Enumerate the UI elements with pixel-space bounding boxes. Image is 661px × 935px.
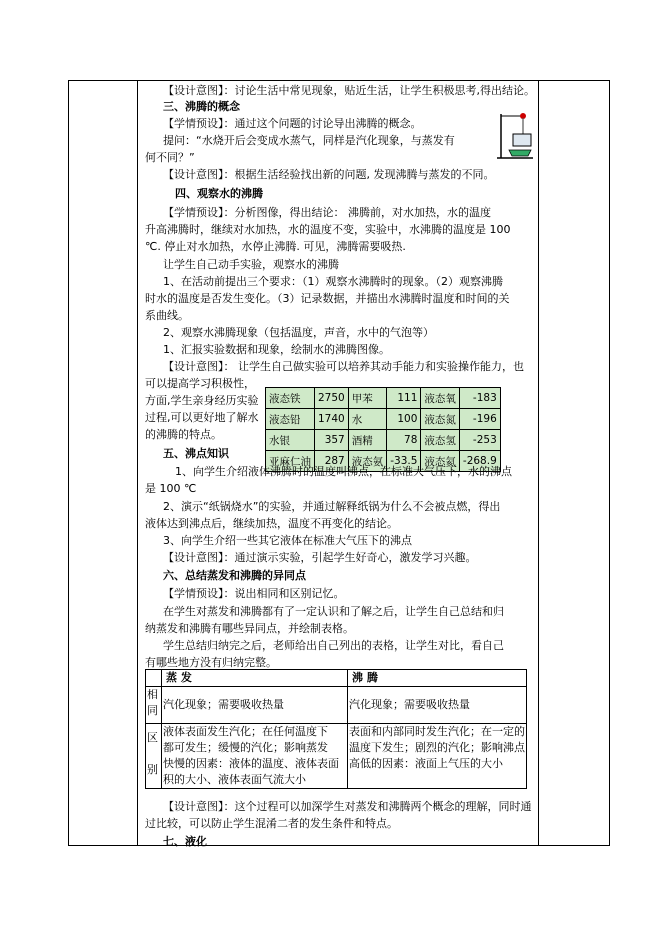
table-row xyxy=(146,687,527,724)
table-cell: 酒精 xyxy=(348,430,387,451)
requirements-line-3: 系曲线。 xyxy=(145,309,189,322)
table-cell: 液态铁 xyxy=(266,388,315,409)
table-cell: 2750 xyxy=(315,388,349,409)
design-intent-5-line-1: 【设计意图】：这个过程可以加深学生对蒸发和沸腾两个概念的理解，同时通 xyxy=(163,800,532,813)
column-divider-right xyxy=(538,80,539,846)
table-row xyxy=(266,388,501,409)
header-evaporation: 蒸 发 xyxy=(162,670,348,687)
table-cell: 液态铅 xyxy=(266,409,315,430)
table-cell: 液态氦 xyxy=(421,451,460,472)
boiling-point-table xyxy=(265,387,501,472)
column-divider-left xyxy=(137,80,138,846)
table-cell: 液态氨 xyxy=(348,451,387,472)
boiling-point-intro-line-1: 1、向学生介绍液体沸腾时的温度叫沸点，在标准大气压下，水的沸点 xyxy=(175,465,512,478)
design-intent-5-line-2: 过比较，可以防止学生混淆二者的发生条件和特点。 xyxy=(145,817,398,830)
learning-preset-2-line-2: 升高沸腾时，继续对水加热，水的温度不变，实验中，水沸腾的温度是 100 xyxy=(145,223,511,236)
requirements-line-2: 时水的温度是否发生变化。（3）记录数据，并描出水沸腾时温度和时间的关 xyxy=(145,292,510,305)
row-label-diff xyxy=(146,724,162,789)
row-label-same xyxy=(146,687,162,724)
question-line-2: 何不同？” xyxy=(145,151,195,164)
design-intent-4: 【设计意图】：通过演示实验，引起学生好奇心，激发学习兴趣。 xyxy=(163,551,477,564)
experiment-intro: 让学生自己动手实验，观察水的沸腾 xyxy=(163,258,339,271)
table-cell: 287 xyxy=(315,451,349,472)
table-cell: -33.5 xyxy=(387,451,421,472)
section-3-heading: 三、沸腾的概念 xyxy=(163,100,240,113)
label-char: 别 xyxy=(147,763,158,776)
section-5-heading: 五、沸点知识 xyxy=(163,447,229,460)
header-boiling: 沸 腾 xyxy=(348,670,527,687)
diff-boil-line: 表面和内部同时发生汽化；在一定的 xyxy=(349,725,525,738)
paper-pot-demo-line-1: 2、演示“纸锅烧水”的实验，并通过解释纸锅为什么不会被点燃，得出 xyxy=(163,500,501,513)
diff-evap-line: 积的大小、液体表面气流大小 xyxy=(163,773,306,786)
same-boiling: 汽化现象；需要吸收热量 xyxy=(348,687,527,724)
table-row xyxy=(146,724,527,789)
design-intent-3-line-5: 的沸腾的特点。 xyxy=(145,428,222,441)
report-step: 1、汇报实验数据和现象，绘制水的沸腾图像。 xyxy=(163,343,390,356)
table-cell xyxy=(146,670,162,687)
paper-pot-demo-line-2: 液体达到沸点后，继续加热，温度不再变化的结论。 xyxy=(145,517,398,530)
learning-preset-3: 【学情预设】：说出相同和区别记忆。 xyxy=(163,587,345,600)
diff-evaporation xyxy=(162,724,348,789)
table-cell: 液态氮 xyxy=(421,409,460,430)
table-cell: -183 xyxy=(459,388,500,409)
table-cell: 1740 xyxy=(315,409,349,430)
table-cell: -253 xyxy=(459,430,500,451)
table-cell: 液态氢 xyxy=(421,430,460,451)
design-intent-3-line-3: 方面,学生亲身经历实验 xyxy=(145,394,259,407)
summary-line-1: 在学生对蒸发和沸腾都有了一定认识和了解之后，让学生自己总结和归 xyxy=(163,605,504,618)
label-char: 相 xyxy=(147,688,158,701)
table-cell: 水银 xyxy=(266,430,315,451)
learning-preset-2-line-1: 【学情预设】：分析图像，得出结论： 沸腾前，对水加热，水的温度 xyxy=(163,206,491,219)
same-evaporation: 汽化现象；需要吸收热量 xyxy=(162,687,348,724)
design-intent-3-line-1: 【设计意图】： 让学生自己做实验可以培养其动手能力和实验操作能力，也 xyxy=(163,360,524,373)
diff-evap-line: 都可发生；缓慢的汽化；影响蒸发 xyxy=(163,741,328,754)
table-cell: -268.9 xyxy=(459,451,500,472)
evaporation-boiling-comparison-table xyxy=(145,669,527,789)
diff-evap-line: 快慢的因素：液体的温度、液体表面 xyxy=(163,757,339,770)
requirements-line-1: 1、在活动前提出三个要求：（1）观察水沸腾时的现象。（2）观察沸腾 xyxy=(163,275,503,288)
apparatus-illustration xyxy=(495,110,533,160)
compare-line-2: 有哪些地方没有归纳完整。 xyxy=(145,656,277,669)
table-cell: 111 xyxy=(387,388,421,409)
other-liquids-step: 3、向学生介绍一些其它液体在标准大气压下的沸点 xyxy=(163,534,412,547)
design-intent-2: 【设计意图】：根据生活经验找出新的问题, 发现沸腾与蒸发的不同。 xyxy=(163,168,495,181)
observe-step: 2、观察水沸腾现象（包括温度，声音，水中的气泡等） xyxy=(163,326,434,339)
design-intent-1: 【设计意图】：讨论生活中常见现象，贴近生活，让学生积极思考,得出结论。 xyxy=(163,84,535,97)
diff-evap-line: 液体表面发生汽化；在任何温度下 xyxy=(163,725,328,738)
diff-boil-line: 高低的因素：液面上气压的大小 xyxy=(349,757,503,770)
summary-line-2: 纳蒸发和沸腾有哪些异同点，并绘制表格。 xyxy=(145,622,354,635)
learning-preset-2-line-3: ℃. 停止对水加热，水停止沸腾. 可见，沸腾需要吸热. xyxy=(145,240,406,253)
table-cell: 液态氧 xyxy=(421,388,460,409)
table-cell: 100 xyxy=(387,409,421,430)
design-intent-3-line-4: 过程,可以更好地了解水 xyxy=(145,411,259,424)
label-char: 同 xyxy=(147,704,158,717)
table-cell: 甲苯 xyxy=(348,388,387,409)
table-cell: 水 xyxy=(348,409,387,430)
compare-line-1: 学生总结归纳完之后，老师给出自己列出的表格，让学生对比，看自己 xyxy=(163,639,504,652)
boiling-point-intro-line-2: 是 100 ℃ xyxy=(145,482,197,495)
section-6-heading: 六、总结蒸发和沸腾的异同点 xyxy=(163,569,306,582)
section-4-heading: 四、观察水的沸腾 xyxy=(175,187,263,200)
table-row xyxy=(266,409,501,430)
section-7-heading: 七、液化 xyxy=(163,835,207,848)
table-row xyxy=(146,670,527,687)
table-cell: -196 xyxy=(459,409,500,430)
learning-preset-1: 【学情预设】：通过这个问题的讨论导出沸腾的概念。 xyxy=(163,117,422,130)
table-cell: 357 xyxy=(315,430,349,451)
table-cell: 亚麻仁油 xyxy=(266,451,315,472)
table-cell: 78 xyxy=(387,430,421,451)
label-char: 区 xyxy=(147,731,158,744)
table-row xyxy=(266,430,501,451)
question-line-1: 提问：“水烧开后会变成水蒸气，同样是汽化现象，与蒸发有 xyxy=(163,134,455,147)
diff-boiling xyxy=(348,724,527,789)
diff-boil-line: 温度下发生；剧烈的汽化；影响沸点 xyxy=(349,741,525,754)
design-intent-3-line-2: 可以提高学习积极性， xyxy=(145,377,255,390)
